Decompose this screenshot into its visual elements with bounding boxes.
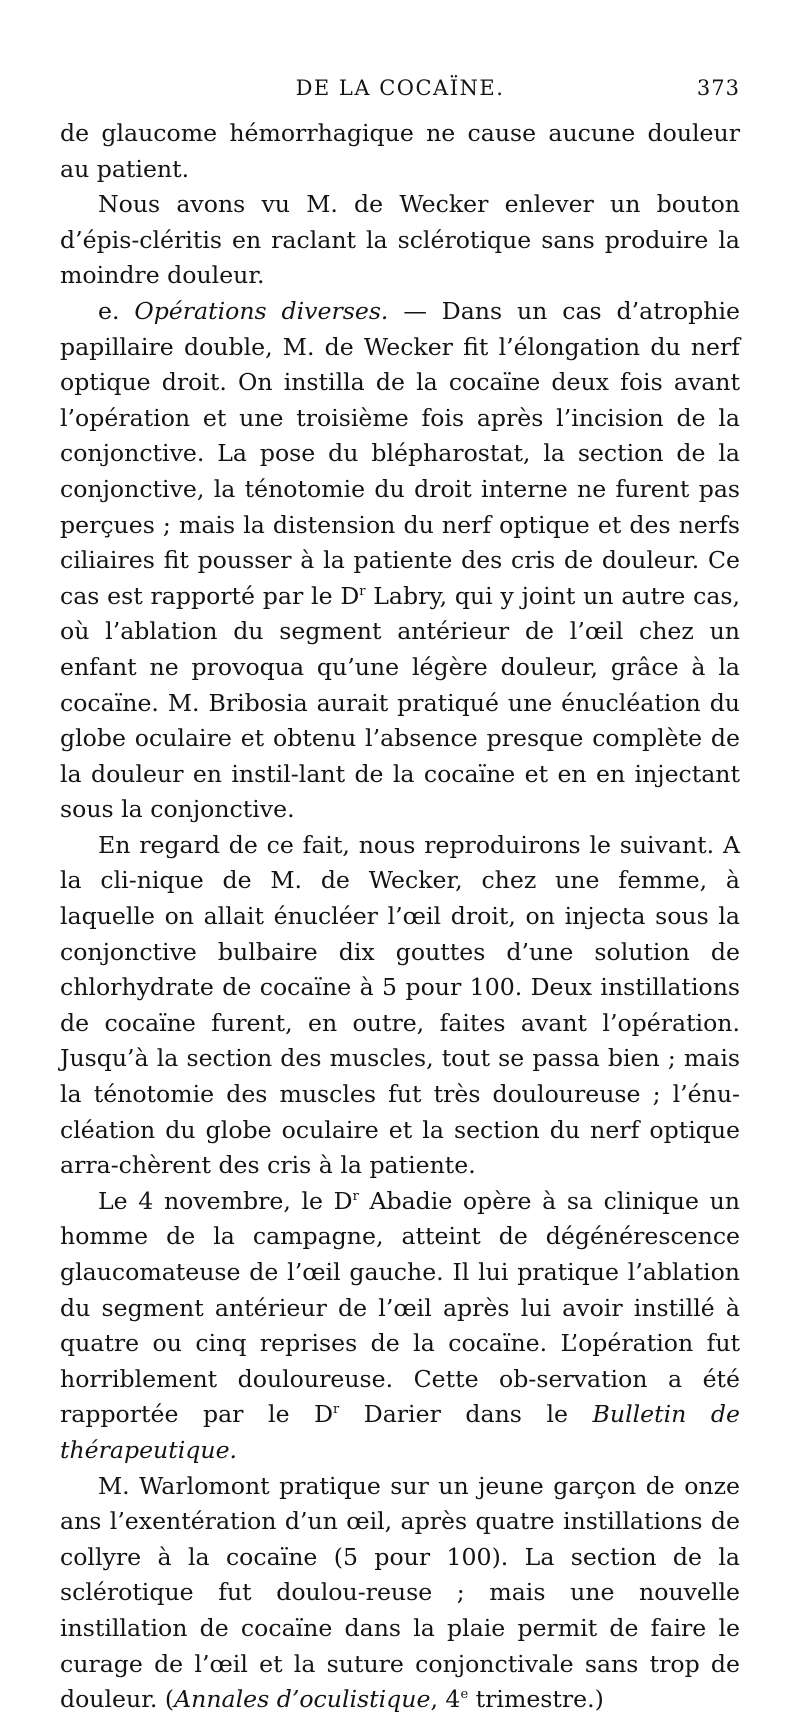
superscript: r (352, 1188, 359, 1204)
paragraph-6 (60, 1469, 740, 1718)
running-head (60, 76, 740, 108)
paragraph-5-text-b: Abadie opère à sa clinique un homme de la campagne, atteint de dégénérescence glaucomateuse de l’œil gauche. Il lui pratique l’ablation du segment antérieur de l’œil après lui avoir instillé à quatre ou cinq reprises de la cocaïne. L’opération fut horriblement douloureuse. Cette ob-servation a été rapportée par le D (60, 1186, 740, 1429)
paragraph-5-text-a: Le 4 novembre, le D (98, 1186, 353, 1215)
journal-title: Bulletin de thérapeutique. (60, 1400, 740, 1464)
superscript: r (333, 1402, 340, 1418)
section-letter: e. (98, 296, 135, 325)
paragraph-1: de glaucome hémorrhagique ne cause aucune douleur au patient. (60, 119, 740, 183)
paragraph-3-text-a: — Dans un cas d’atrophie papillaire double, M. de Wecker fit l’élongation du nerf optique droit. On instilla de la cocaïne deux fois avant l’opération et une troisième fois après l’incision de la conjonctive. La pose du blépharostat, la section de la conjonctive, la ténotomie du droit interne ne furent pas perçues ; mais la distension du nerf optique et des nerfs ciliaires fit pousser à la patiente des cris de douleur. Ce cas est rapporté par le D (60, 296, 740, 610)
superscript: r (359, 583, 366, 599)
section-heading: Opérations diverses. (134, 296, 389, 325)
paragraph-4: En regard de ce fait, nous reproduirons le suivant. A la cli-nique de M. de Wecker, chez une femme, à laquelle on allait énucléer l’œil droit, on injecta sous la conjonctive bulbaire dix gouttes d’une solution de chlorhydrate de cocaïne à 5 pour 100. Deux instillations de cocaïne furent, en outre, faites avant l’opération. Jusqu’à la section des muscles, tout se passa bien ; mais la ténotomie des muscles fut très douloureuse ; l’énu-cléation du globe oculaire et la section du nerf optique arra-chèrent des cris à la patiente. (60, 830, 740, 1180)
page-number: 373 (696, 76, 740, 100)
paragraph-3 (60, 294, 740, 828)
running-title: DE LA COCAÏNE. (295, 76, 505, 100)
paragraph-6-text-b: , 4 (430, 1685, 461, 1714)
paragraph-5-text-c: Darier dans le (339, 1400, 593, 1429)
paragraph-6-text-a: M. Warlomont pratique sur un jeune garçon de onze ans l’exentération d’un œil, après quatre instillations de collyre à la cocaïne (5 pour 100). La section de la sclérotique fut doulou-reuse ; mais une nouvelle instillation de cocaïne dans la plaie permit de faire le curage de l’œil et la suture conjonctivale sans trop de douleur. ( (60, 1471, 740, 1714)
superscript: e (460, 1687, 469, 1703)
body-text (60, 116, 740, 1718)
paragraph-6-text-c: trimestre.) (468, 1685, 604, 1714)
paragraph-2: Nous avons vu M. de Wecker enlever un bouton d’épis-cléritis en raclant la sclérotique sans produire la moindre douleur. (60, 190, 740, 290)
journal-title: Annales d’oculistique (174, 1685, 431, 1714)
paragraph-5 (60, 1184, 740, 1469)
paragraph-3-text-b: Labry, qui y joint un autre cas, où l’ablation du segment antérieur de l’œil chez un enfant ne provoqua qu’une légère douleur, grâce à la cocaïne. M. Bribosia aurait pratiqué une énucléation du globe oculaire et obtenu l’absence presque complète de la douleur en instil-lant de la cocaïne et en en injectant sous la conjonctive. (60, 581, 740, 824)
